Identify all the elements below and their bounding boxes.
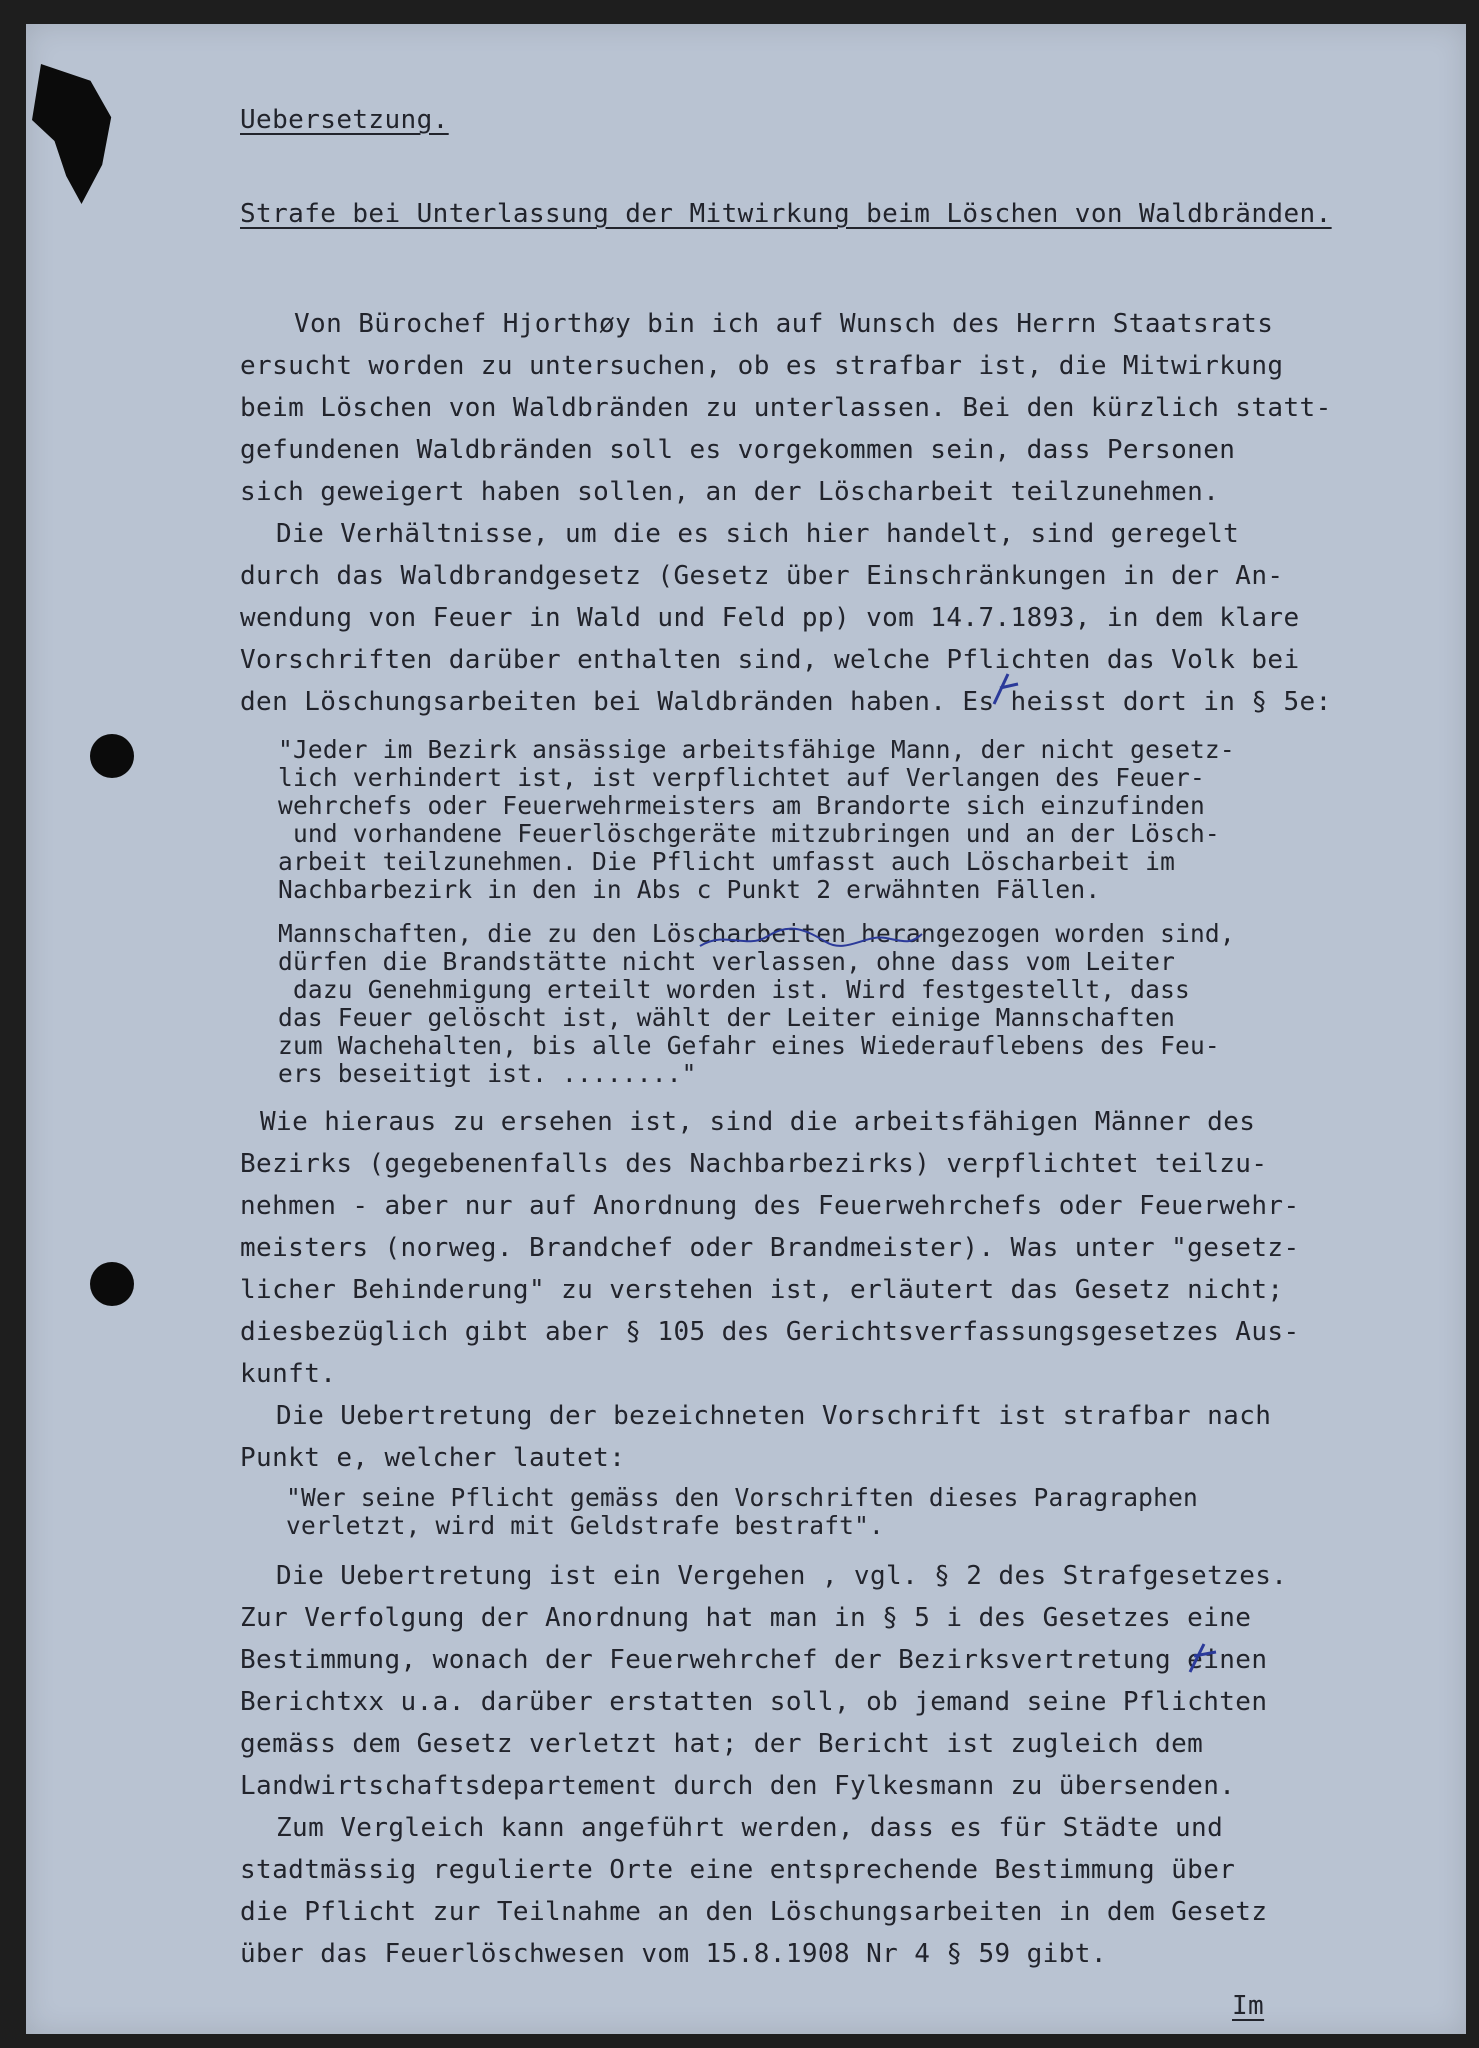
quote-line: Mannschaften, die zu den Löscharbeiten herangezogen worden sind, [278,919,1235,948]
text-line: stadtmässig regulierte Orte eine entsprechende Bestimmung über [240,1855,1236,1885]
text-line: Bezirks (gegebenenfalls des Nachbarbezirks) verpflichtet teilzu- [240,1149,1268,1179]
quote-line: "Wer seine Pflicht gemäss den Vorschriften dieses Paragraphen [286,1483,1198,1512]
pen-scribble-mark [696,924,926,954]
torn-corner [32,64,122,204]
text-line: meisters (norweg. Brandchef oder Brandmeister). Was unter "gesetz- [240,1233,1300,1263]
text-line: Bestimmung, wonach der Feuerwehrchef der Bezirksvertretung einen [240,1645,1268,1675]
document-title: Uebersetzung. [240,105,449,135]
quote-line: zum Wachehalten, bis alle Gefahr eines Wiederauflebens des Feu- [278,1031,1220,1060]
text-line: gefundenen Waldbränden soll es vorgekommen sein, dass Personen [240,435,1236,465]
text-line: wendung von Feuer in Wald und Feld pp) vom 14.7.1893, in dem klare [240,603,1300,633]
pen-correction-mark [986,670,1026,710]
text-line: über das Feuerlöschwesen vom 15.8.1908 Nr 4 § 59 gibt. [240,1939,1107,1969]
text-line: Berichtxx u.a. darüber erstatten soll, ob jemand seine Pflichten [240,1687,1268,1717]
text-line: Landwirtschaftsdepartement durch den Fylkesmann zu übersenden. [240,1771,1236,1801]
text-line: diesbezüglich gibt aber § 105 des Gerichtsverfassungsgesetzes Aus- [240,1317,1300,1347]
text-line: gemäss dem Gesetz verletzt hat; der Bericht ist zugleich dem [240,1729,1204,1759]
text-line: Die Uebertretung ist ein Vergehen , vgl. § 2 des Strafgesetzes. [276,1561,1288,1591]
text-line: Von Bürochef Hjorthøy bin ich auf Wunsch des Herrn Staatsrats [294,309,1274,339]
text-line: sich geweigert haben sollen, an der Löscharbeit teilzunehmen. [240,477,1220,507]
quote-line: ers beseitigt ist. ........" [278,1059,697,1088]
quote-line: dürfen die Brandstätte nicht verlassen, ohne dass vom Leiter [278,947,1176,976]
text-line: licher Behinderung" zu verstehen ist, erläutert das Gesetz nicht; [240,1275,1284,1305]
text-line: Zur Verfolgung der Anordnung hat man in § 5 i des Gesetzes eine [240,1603,1252,1633]
text-line: nehmen - aber nur auf Anordnung des Feuerwehrchefs oder Feuerwehr- [240,1191,1300,1221]
document-page [26,24,1466,2034]
text-line: den Löschungsarbeiten bei Waldbränden haben. Es heisst dort in § 5e: [240,687,1332,717]
quote-line: dazu Genehmigung erteilt worden ist. Wird festgestellt, dass [278,975,1190,1004]
quote-line: und vorhandene Feuerlöschgeräte mitzubringen und an der Lösch- [278,819,1220,848]
quote-line: wehrchefs oder Feuerwehrmeisters am Brandorte sich einzufinden [278,791,1205,820]
text-line: ersucht worden zu untersuchen, ob es strafbar ist, die Mitwirkung [240,351,1284,381]
text-line: kunft. [240,1359,337,1389]
quote-line: lich verhindert ist, ist verpflichtet auf Verlangen des Feuer- [278,763,1205,792]
punch-hole-bottom [90,1262,134,1306]
quote-line: verletzt, wird mit Geldstrafe bestraft". [286,1511,885,1540]
text-line: Zum Vergleich kann angeführt werden, dass es für Städte und [276,1813,1224,1843]
text-line: durch das Waldbrandgesetz (Gesetz über Einschränkungen in der An- [240,561,1284,591]
punch-hole-top [90,734,134,778]
text-line: die Pflicht zur Teilnahme an den Löschungsarbeiten in dem Gesetz [240,1897,1268,1927]
quote-line: Nachbarbezirk in den in Abs c Punkt 2 erwähnten Fällen. [278,875,1101,904]
text-line: beim Löschen von Waldbränden zu unterlassen. Bei den kürzlich statt- [240,393,1332,423]
text-line: Die Verhältnisse, um die es sich hier handelt, sind geregelt [276,519,1240,549]
quote-line: arbeit teilzunehmen. Die Pflicht umfasst auch Löscharbeit im [278,847,1176,876]
document-subject: Strafe bei Unterlassung der Mitwirkung beim Löschen von Waldbränden. [240,199,1332,229]
quote-line: "Jeder im Bezirk ansässige arbeitsfähige Mann, der nicht gesetz- [278,735,1235,764]
catchword: Im [1232,1991,1265,2021]
text-line: Vorschriften darüber enthalten sind, welche Pflichten das Volk bei [240,645,1300,675]
text-line: Punkt e, welcher lautet: [240,1443,626,1473]
pen-correction-mark-2 [1182,1640,1222,1676]
text-line: Die Uebertretung der bezeichneten Vorschrift ist strafbar nach [276,1401,1272,1431]
quote-line: das Feuer gelöscht ist, wählt der Leiter einige Mannschaften [278,1003,1176,1032]
text-line: Wie hieraus zu ersehen ist, sind die arbeitsfähigen Männer des [260,1107,1256,1137]
